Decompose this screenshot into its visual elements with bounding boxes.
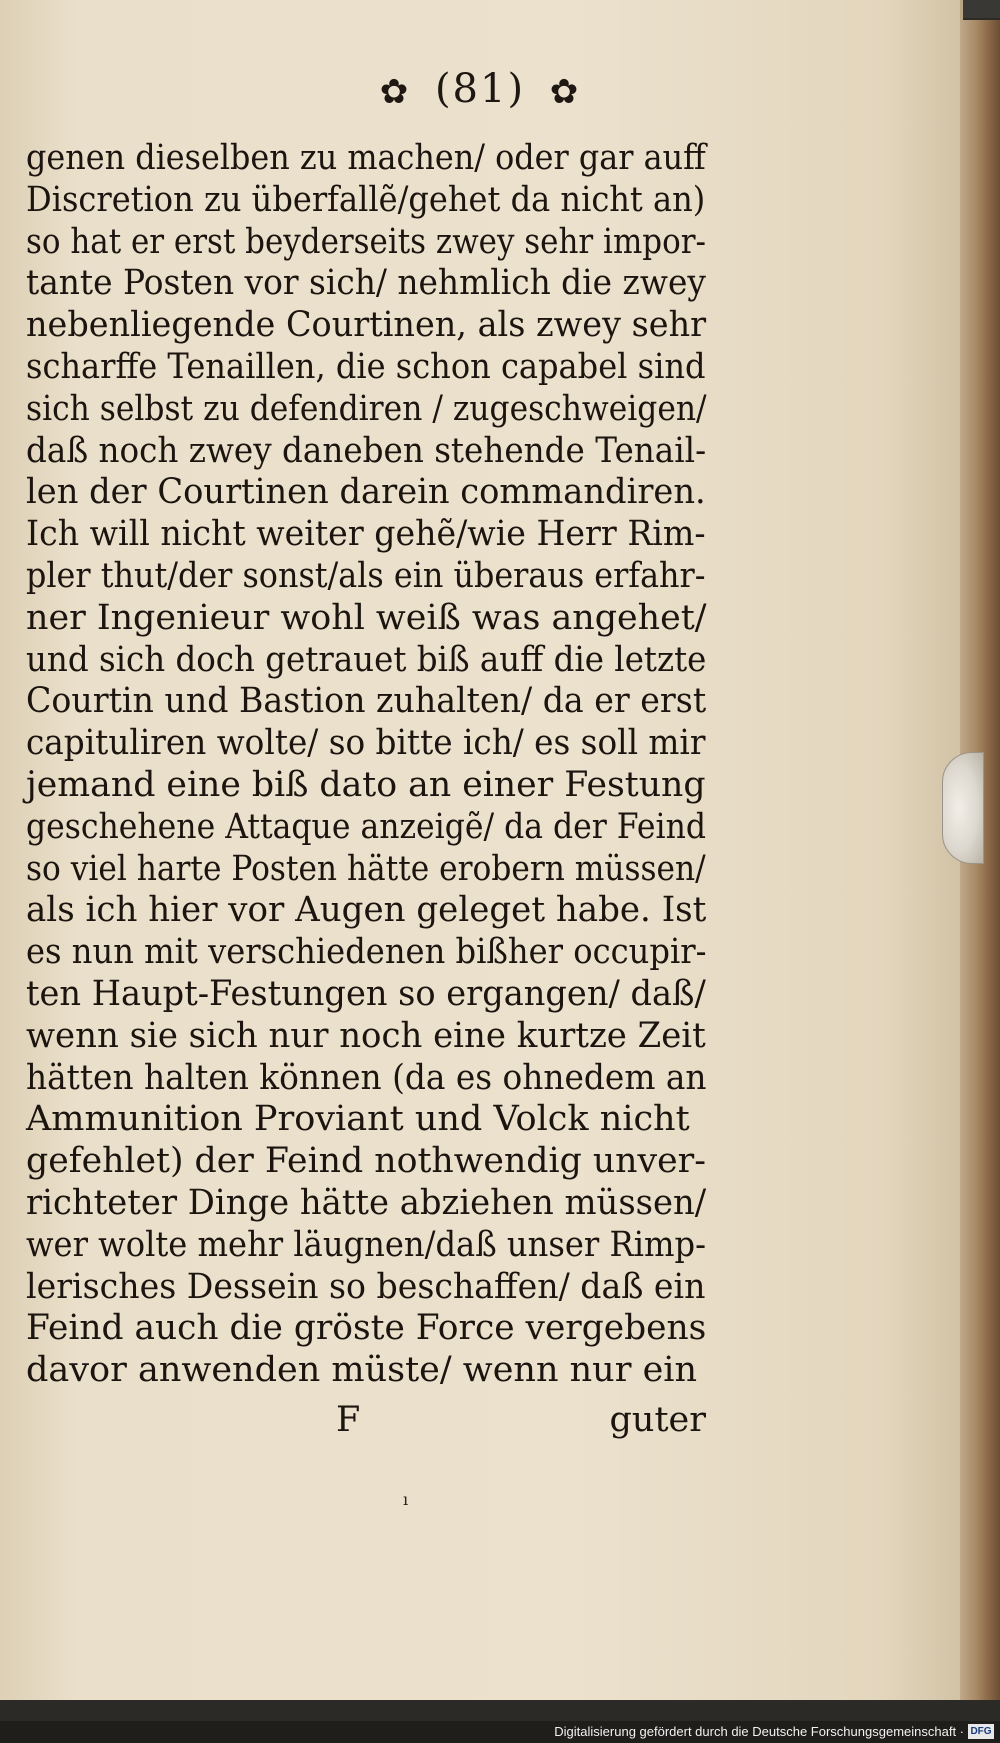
text-line: Ich will nicht weiter gehẽ/wie Herr Rim- [26,514,706,555]
digitization-credit: Digitalisierung gefördert durch die Deutsche Forschungsgemeinschaft · [554,1724,964,1739]
text-line: davor anwenden müste/ wenn nur ein [26,1350,698,1391]
text-line: geschehene Attaque anzeigẽ/ da der Feind [26,806,707,847]
text-line: ner Ingenieur wohl weiß was angehet/ [26,597,707,638]
signature-mark: F [336,1400,361,1440]
text-line: genen dieselben zu machen/ oder gar auff [26,138,706,178]
ornament-left-icon: ✿ [379,72,411,112]
printer-mark: ı [403,1490,409,1509]
text-line: es nun mit verschiedenen bißher occupir- [26,932,707,973]
text-line: tante Posten vor sich/ nehmlich die zwey [26,263,706,304]
text-line: hätten halten können (da es ohnedem an [26,1057,707,1098]
text-line: scharffe Tenaillen, die schon capabel sind [26,346,706,387]
text-line: Ammunition Proviant und Volck nicht [26,1099,690,1140]
catchword: guter [609,1400,706,1440]
footer-bar [0,1721,1000,1743]
text-line: nebenliegende Courtinen, als zwey sehr [26,305,707,346]
text-line: richteter Dinge hätte abziehen müssen/ [26,1182,707,1223]
text-line: als ich hier vor Augen geleget habe. Ist [26,890,707,931]
text-line: gefehlet) der Feind nothwendig unver- [26,1141,706,1182]
text-line: so hat er erst beyderseits zwey sehr impor- [26,221,706,262]
text-line: lerisches Dessein so beschaffen/ daß ein [26,1266,706,1307]
text-line: sich selbst zu defendiren / zugeschweigen/ [26,388,707,429]
page-header [0,66,960,112]
text-line: Courtin und Bastion zuhalten/ da er erst [26,681,707,722]
page-clasp [942,752,984,864]
page-number: (81) [434,66,526,112]
dfg-logo-icon: DFG [968,1724,994,1739]
text-line: und sich doch getrauet biß auff die letzte [26,639,707,680]
text-line: wenn sie sich nur noch eine kurtze Zeit [26,1015,706,1056]
text-line: wer wolte mehr läugnen/daß unser Rimp- [26,1224,706,1265]
text-line: Discretion zu überfallẽ/gehet da nicht an) [26,179,706,220]
body-text [26,138,706,1392]
text-line: so viel harte Posten hätte erobern müssen/ [26,848,706,889]
text-line: jemand eine biß dato an einer Festung [26,764,706,805]
ornament-right-icon: ✿ [549,72,581,112]
text-line: daß noch zwey daneben stehende Tenail- [26,430,707,471]
text-line: pler thut/der sonst/als ein überaus erfahr- [26,555,706,596]
catch-line [26,1400,706,1444]
text-line: ten Haupt-Festungen so ergangen/ daß/ [26,973,706,1014]
text-line: capituliren wolte/ so bitte ich/ es soll mir [26,723,706,764]
text-line: Feind auch die gröste Force vergebens [26,1308,707,1349]
text-line: len der Courtinen darein commandiren. [26,472,706,513]
